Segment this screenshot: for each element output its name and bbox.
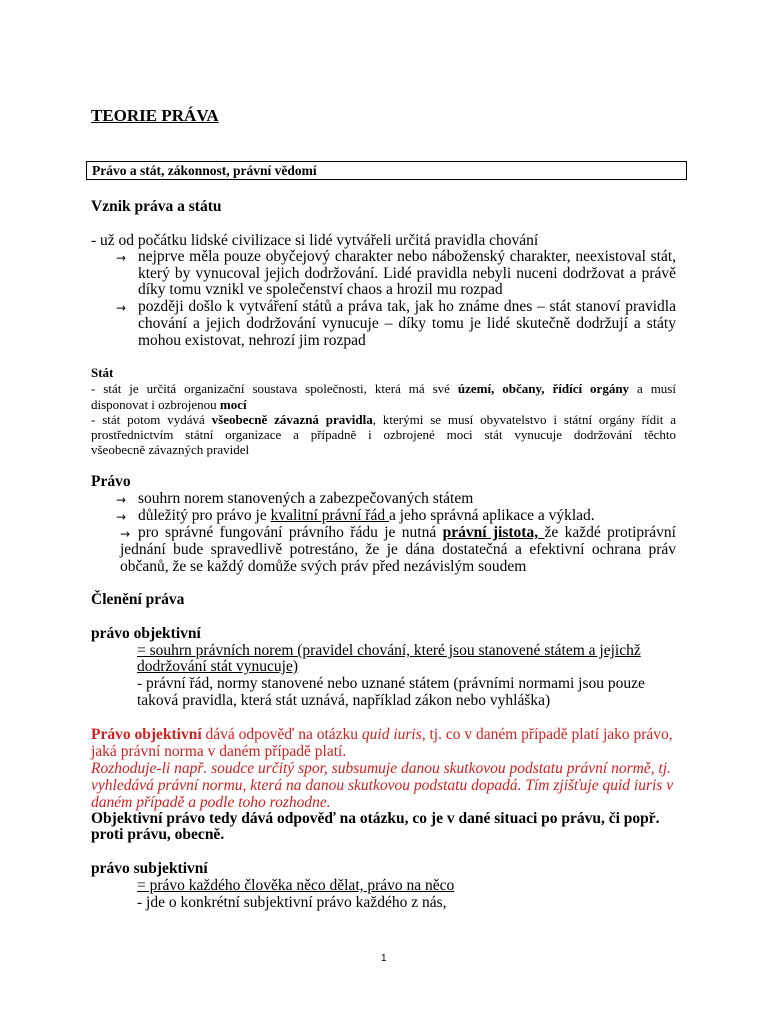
heading-pravo: Právo	[91, 473, 131, 490]
subjektivni-definition: = právo každého člověka něco dělat, právo na něco	[137, 877, 455, 894]
objektivni-definition-line-1: = souhrn právních norem (pravidel chování, které jsou stanovené státem a jejichž	[137, 642, 641, 659]
arrow-icon: →	[120, 527, 131, 541]
red-paragraph-line-1: Právo objektivní dává odpověď na otázku quid iuris, tj. co v daném případě platí jako právo,	[91, 726, 673, 743]
stat-line-1: - stát je určitá organizační soustava společnosti, která má své území, občany, řídící orgány a musí	[91, 381, 676, 396]
vznik-bullet-1-line-2: který by vynucoval jejich dodržování. Lidé pravidla nebyli nuceni dodržovat a právě	[138, 265, 676, 282]
vznik-bullet-2-line-2: chování a jejich dodržování vynucuje – díky tomu je lidé skutečně dodržují a státy	[138, 315, 676, 332]
objektivni-desc-line-2: taková pravidla, která stát uznává, například zákon nebo vyhláška)	[137, 692, 551, 709]
summary-line-2: proti právu, obecně.	[91, 826, 225, 843]
heading-stat: Stát	[91, 365, 114, 380]
vznik-intro: - už od počátku lidské civilizace si lidé vytvářeli určitá pravidla chování	[91, 232, 539, 249]
vznik-bullet-2-line-3: mohou existovat, nehrozí jim rozpad	[138, 332, 366, 349]
stat-line-5: všeobecně závazných pravidel	[91, 442, 250, 457]
arrow-icon: →	[116, 301, 127, 315]
pravo-bullet-3-line-1: pro správné fungování právního řádu je nutná právní jistota, že každé protiprávní	[138, 524, 676, 541]
page-number: 1	[381, 953, 387, 964]
arrow-icon: →	[116, 510, 127, 524]
subjektivni-desc-line-1: - jde o konkrétní subjektivní právo každého z nás,	[137, 894, 447, 911]
arrow-icon: →	[116, 251, 127, 265]
pravo-bullet-3-line-2: jednání bude spravedlivě potrestáno, že je dána dostatečná a efektivní ochrana práv	[120, 541, 676, 558]
heading-vznik: Vznik práva a státu	[91, 198, 222, 215]
red-paragraph-line-2: jaká právní norma v daném případě platí.	[91, 743, 347, 760]
objektivni-definition-line-2: dodržování stát vynucuje)	[137, 658, 298, 675]
pravo-bullet-1: souhrn norem stanovených a zabezpečovaných státem	[138, 490, 474, 507]
vznik-bullet-1-line-1: nejprve měla pouze obyčejový charakter nebo náboženský charakter, neexistoval stát,	[138, 248, 676, 265]
vznik-bullet-2-line-1: později došlo k vytváření států a práva tak, jak ho známe dnes – stát stanoví pravidla	[138, 298, 676, 315]
heading-pravo-objektivni: právo objektivní	[91, 625, 201, 642]
stat-line-2: disponovat i ozbrojenou mocí	[91, 397, 247, 412]
pravo-bullet-3-line-3: občanů, že se každý domůže svých práv před nezávislým soudem	[120, 558, 527, 575]
summary-line-1: Objektivní právo tedy dává odpověď na otázku, co je v dané situaci po právu, či popř.	[91, 810, 660, 827]
vznik-bullet-1-line-3: díky tomu vznikl ve společenství chaos a hrozil mu rozpad	[138, 281, 503, 298]
stat-line-3: - stát potom vydává všeobecně závazná pravidla, kterými se musí obyvatelstvo i státní orgány řídit a	[91, 412, 676, 427]
objektivni-desc-line-1: - právní řád, normy stanovené nebo uznané státem (právními normami jsou pouze	[137, 675, 645, 692]
section-box-heading-text: Právo a stát, zákonnost, právní vědomí	[92, 163, 317, 178]
heading-pravo-subjektivni: právo subjektivní	[91, 860, 208, 877]
red-italic-line-1: Rozhoduje-li např. soudce určitý spor, subsumuje danou skutkovou podstatu právní normě, tj.	[91, 760, 671, 777]
red-italic-line-3: daném případě a podle toho rozhodne.	[91, 794, 331, 811]
arrow-icon: →	[116, 493, 127, 507]
section-box-heading	[86, 161, 687, 180]
red-italic-line-2: vyhledává právní normu, která na danou skutkovou podstatu dopadá. Tím zjišťuje quid iuris v	[91, 777, 674, 794]
stat-line-4: prostřednictvím státní organizace a případně i ozbrojené moci stát vynucuje dodržování těchto	[91, 427, 676, 442]
page-title: TEORIE PRÁVA	[91, 106, 219, 125]
pravo-bullet-2: důležitý pro právo je kvalitní právní řád a jeho správná aplikace a výklad.	[138, 507, 595, 524]
heading-cleneni: Členění práva	[91, 591, 185, 608]
